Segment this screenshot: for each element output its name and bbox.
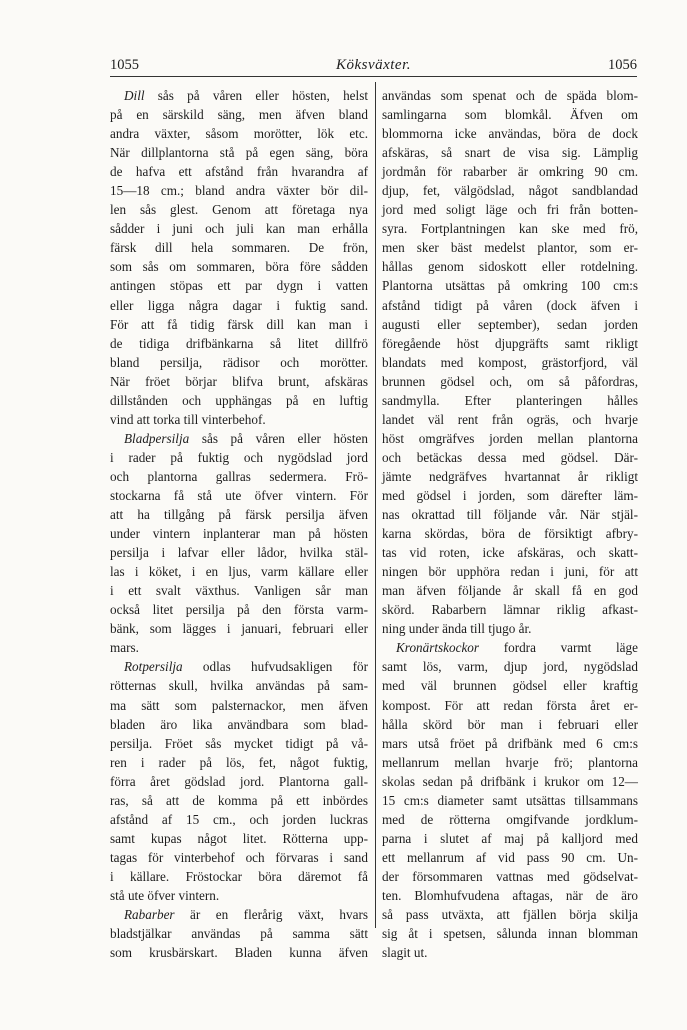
line-text: samt kupas något litet. Rötterna upp-: [110, 830, 368, 846]
text-line: [382, 162, 638, 181]
line-text: parna i slutet af maj på kalljord med: [382, 830, 638, 846]
line-text: skolas sedan på drifbänk i krukor om 12—: [382, 773, 638, 789]
text-line: [382, 715, 638, 734]
line-text: mellanrum mellan hvarje frö; plantorna: [382, 754, 638, 770]
text-line: [382, 238, 638, 257]
line-text: sådder i juni och juli kan man erhålla: [110, 221, 368, 237]
text-line: [382, 372, 638, 391]
text-line: [110, 124, 368, 143]
line-text: mars utså fröet på drifbänk med 6 cm:s: [382, 735, 638, 751]
line-text: i källare. Fröstockar böra däremot få: [110, 868, 368, 884]
text-line: [110, 467, 368, 486]
text-line: [110, 372, 368, 391]
line-text: karna skördas, böra de försiktigt afbry-: [382, 526, 638, 542]
line-text: de tidiga drifbänkarna så litet dillfrö: [110, 335, 368, 351]
text-line: [382, 334, 638, 353]
line-text: rötternas skull, hvilka användas på sam-: [110, 678, 368, 694]
line-text: blommorna icke användas, böra de dock: [382, 126, 638, 142]
line-text: eller ligga några dagar i fuktig sand.: [110, 297, 368, 313]
text-line: [110, 753, 368, 772]
text-line: [110, 143, 368, 162]
text-line: [382, 257, 638, 276]
text-line: [110, 924, 368, 943]
line-text: med väl brunnen gödsel eller kraftig: [382, 678, 638, 694]
text-line: [110, 334, 368, 353]
line-text: Plantorna utsättas på omkring 100 cm:s: [382, 278, 638, 294]
text-line: [110, 429, 368, 448]
line-text: tas vid roten, icke afskäras, och skatt-: [382, 545, 638, 561]
line-text: att ha tillgång på färsk persilja äfven: [110, 507, 368, 523]
line-text: och betäckas dessa med gödsel. Där-: [382, 449, 638, 465]
line-text: så pass utväxta, att fjällen börja skilja: [382, 907, 638, 923]
line-text: i rader på fuktig och nygödslad jord: [110, 449, 368, 465]
line-text: föregående höst djupgräfts samt rikligt: [382, 335, 638, 351]
text-line: [110, 657, 368, 676]
line-text: ras, så att de komma på ett inbördes: [110, 792, 368, 808]
text-line: [110, 353, 368, 372]
text-line: [382, 524, 638, 543]
text-line: [110, 848, 368, 867]
text-line: [382, 124, 638, 143]
line-text: 15 cm:s diameter samt utsättas tillsammans: [382, 792, 638, 808]
line-text: ningen bör upphöra redan i juni, för att: [382, 564, 638, 580]
line-text: afskäras, så snart de visa sig. Lämplig: [382, 145, 638, 161]
column-divider: [375, 82, 376, 928]
line-text: stå ute öfver vintern.: [110, 887, 220, 903]
text-line: [382, 105, 638, 124]
line-text: djup, fet, välgödslad, något sandblandad: [382, 183, 638, 199]
text-line: [110, 638, 368, 657]
line-text: bladen äro lika användbara som blad-: [110, 716, 368, 732]
text-line: [110, 581, 368, 600]
text-line: [110, 238, 368, 257]
line-text: stockarna få stå ute öfver vintern. För: [110, 487, 368, 503]
text-line: [382, 410, 638, 429]
text-line: [110, 810, 368, 829]
text-line: [382, 543, 638, 562]
line-text: När fröet börjar blifva brunt, afskäras: [110, 373, 368, 389]
line-text: jämte nedgräfves hvartannat år rikligt: [382, 468, 638, 484]
text-line: [110, 676, 368, 695]
text-line: [110, 162, 368, 181]
line-text: men sker bäst medelst plantor, som er-: [382, 240, 638, 256]
text-line: [382, 600, 638, 619]
line-text: vind att torka till vinterbehof.: [110, 411, 266, 427]
line-text: de hafva ett afstånd från hvarandra af: [110, 164, 368, 180]
line-text: augusti eller september), sedan jorden: [382, 316, 638, 332]
line-text: färsk dill hela sommaren. De frön,: [110, 240, 368, 256]
text-line: [110, 315, 368, 334]
line-text: ren i rader på lös, fet, något fuktig,: [110, 754, 368, 770]
text-line: [382, 810, 638, 829]
text-line: [382, 219, 638, 238]
text-line: [382, 924, 638, 943]
text-line: [382, 657, 638, 676]
text-line: [110, 410, 368, 429]
text-line: [110, 486, 368, 505]
text-line: [110, 943, 368, 962]
line-text: bland persilja, rädisor och morötter.: [110, 354, 368, 370]
line-text: jord med soligt läge och fri från botten-: [382, 202, 638, 218]
line-text: ning under ända till tjugo år.: [382, 621, 532, 637]
text-line: [110, 905, 368, 924]
text-line: [110, 619, 368, 638]
text-line: [382, 676, 638, 695]
line-text: andra växter, såsom morötter, lök etc.: [110, 126, 368, 142]
text-line: [382, 943, 638, 962]
right-column: [382, 86, 638, 962]
line-text: mars.: [110, 640, 139, 656]
line-text: ma sätt som palsternackor, men äfven: [110, 697, 368, 713]
line-text: som krusbärskart. Bladen kunna äfven: [110, 945, 368, 961]
text-line: [382, 638, 638, 657]
text-line: [382, 448, 638, 467]
line-text: der försommaren vattnas med gödselvat-: [382, 868, 638, 884]
text-line: [110, 219, 368, 238]
line-text: las i köket, i en ljus, varm källare eller: [110, 564, 368, 580]
left-column: [110, 86, 368, 962]
line-text: sås på våren eller hösten: [189, 430, 368, 446]
text-line: [382, 505, 638, 524]
line-text: syra. Fortplantningen kan ske med frö,: [382, 221, 638, 237]
text-line: [110, 181, 368, 200]
line-text: i ett svalt växthus. Vanligen sår man: [110, 583, 368, 599]
text-line: [382, 848, 638, 867]
line-text: som sås om sommaren, böra före sådden: [110, 259, 368, 275]
text-line: [382, 867, 638, 886]
line-text: len sås glest. Genom att företaga nya: [110, 202, 368, 218]
line-text: kompost. För att redan första året er-: [382, 697, 638, 713]
line-text: odlas hufvudsakligen för: [182, 659, 368, 675]
text-line: [382, 315, 638, 334]
line-text: hållas genom sidoskott eller rotdelning.: [382, 259, 638, 275]
line-text: man äfven följande år skall få en god: [382, 583, 638, 599]
line-text: sås på våren eller hösten, helst: [144, 88, 368, 103]
running-title: Köksväxter.: [335, 57, 412, 73]
text-line: [110, 886, 368, 905]
line-text: ten. Blomhufvudena aftagas, när de äro: [382, 887, 638, 903]
line-text: under vintern inplanterar man på hösten: [110, 526, 368, 542]
text-line: [110, 600, 368, 619]
line-text: på en särskild säng, men äfven bland: [110, 107, 368, 123]
text-line: [382, 905, 638, 924]
line-text: landet väl rent från ogräs, och hvarje: [382, 411, 638, 427]
line-text: bänk, som lägges i januari, februari eller: [110, 621, 368, 637]
line-text: blandats med kompost, grästorfjord, väl: [382, 354, 638, 370]
text-line: [382, 886, 638, 905]
line-text: brunnen gödsel och, om så påfordras,: [382, 373, 638, 389]
line-text: sig åt i spetsen, sålunda innan blomman: [382, 926, 638, 942]
line-text: förra året gödslad jord. Plantorna gall-: [110, 773, 368, 789]
text-line: [110, 791, 368, 810]
text-line: [110, 296, 368, 315]
line-text: fordra varmt läge: [479, 640, 638, 656]
text-line: [110, 391, 368, 410]
plant-name: Rotpersilja: [124, 659, 183, 675]
page-number-right: 1056: [607, 57, 637, 73]
text-line: [382, 467, 638, 486]
text-line: [382, 429, 638, 448]
text-line: [110, 734, 368, 753]
text-line: [110, 448, 368, 467]
text-line: [382, 296, 638, 315]
text-line: [110, 562, 368, 581]
line-text: också litet persilja på den första varm-: [110, 602, 368, 618]
text-line: [110, 86, 368, 105]
plant-name: Dill: [124, 88, 145, 103]
line-text: tagas för vinterbehof och förvaras i sand: [110, 849, 368, 865]
text-line: [382, 829, 638, 848]
plant-name: Rabarber: [124, 907, 175, 923]
line-text: skörd. Rabarbern lämnar riklig afkast-: [382, 602, 638, 618]
line-text: med gödsel i jorden, som därefter läm-: [382, 487, 638, 503]
text-line: [382, 562, 638, 581]
text-line: [110, 772, 368, 791]
line-text: är en flerårig växt, hvars: [174, 907, 368, 923]
line-text: persilja. Fröet sås mycket tidigt på vå-: [110, 735, 368, 751]
line-text: användas som spenat och de späda blom-: [382, 88, 638, 103]
page-header: [110, 48, 637, 74]
line-text: höst omgräfves jorden mellan plantorna: [382, 430, 638, 446]
text-line: [110, 276, 368, 295]
plant-name: Kronärtskockor: [396, 640, 480, 656]
line-text: För att få tidig färsk dill kan man i: [110, 316, 368, 332]
line-text: med de rötterna omgifvande jordklum-: [382, 811, 638, 827]
line-text: slagit ut.: [382, 945, 428, 961]
page-number-left: 1055: [110, 57, 139, 73]
text-line: [110, 829, 368, 848]
text-line: [382, 276, 638, 295]
text-line: [382, 181, 638, 200]
line-text: nas okrattad till följande vår. När stjäl-: [382, 507, 638, 523]
text-line: [110, 105, 368, 124]
text-line: [382, 200, 638, 219]
line-text: hålla skörd bör man i februari eller: [382, 716, 638, 732]
text-line: [110, 505, 368, 524]
text-line: [382, 391, 638, 410]
line-text: ett mellanrum af vid pass 90 cm. Un-: [382, 849, 638, 865]
text-line: [382, 486, 638, 505]
line-text: När dillplantorna stå på egen säng, böra: [110, 145, 368, 161]
line-text: samt lös, varm, djup jord, nygödslad: [382, 659, 638, 675]
text-line: [382, 772, 638, 791]
line-text: samlingarna som blomkål. Äfven om: [382, 107, 638, 123]
text-line: [382, 696, 638, 715]
line-text: och plantorna gallras sedermera. Frö-: [110, 468, 368, 484]
text-line: [382, 143, 638, 162]
line-text: sandmylla. Efter planteringen hålles: [382, 392, 638, 408]
line-text: afstånd af 15 cm., och jorden luckras: [110, 811, 368, 827]
line-text: afstånd tidigt på våren (dock äfven i: [382, 297, 638, 313]
line-text: bladstjälkar användas på samma sätt: [110, 926, 368, 942]
line-text: 15—18 cm.; bland andra växter bör dil-: [110, 183, 368, 199]
text-line: [382, 353, 638, 372]
line-text: antingen stöpas ett par dygn i vatten: [110, 278, 368, 294]
header-rule: [110, 76, 637, 77]
text-line: [110, 524, 368, 543]
text-line: [110, 867, 368, 886]
text-line: [382, 753, 638, 772]
line-text: jordmån för rabarber är omkring 90 cm.: [382, 164, 638, 180]
plant-name: Bladpersilja: [124, 430, 190, 446]
text-line: [110, 543, 368, 562]
text-line: [382, 791, 638, 810]
text-line: [382, 581, 638, 600]
line-text: persilja i lafvar eller lådor, hvilka stäl-: [110, 545, 368, 561]
text-line: [382, 619, 638, 638]
line-text: dillstånden och upphängas på en luftig: [110, 392, 368, 408]
text-line: [110, 200, 368, 219]
text-line: [110, 715, 368, 734]
text-line: [110, 257, 368, 276]
text-line: [382, 734, 638, 753]
text-line: [382, 86, 638, 105]
text-line: [110, 696, 368, 715]
